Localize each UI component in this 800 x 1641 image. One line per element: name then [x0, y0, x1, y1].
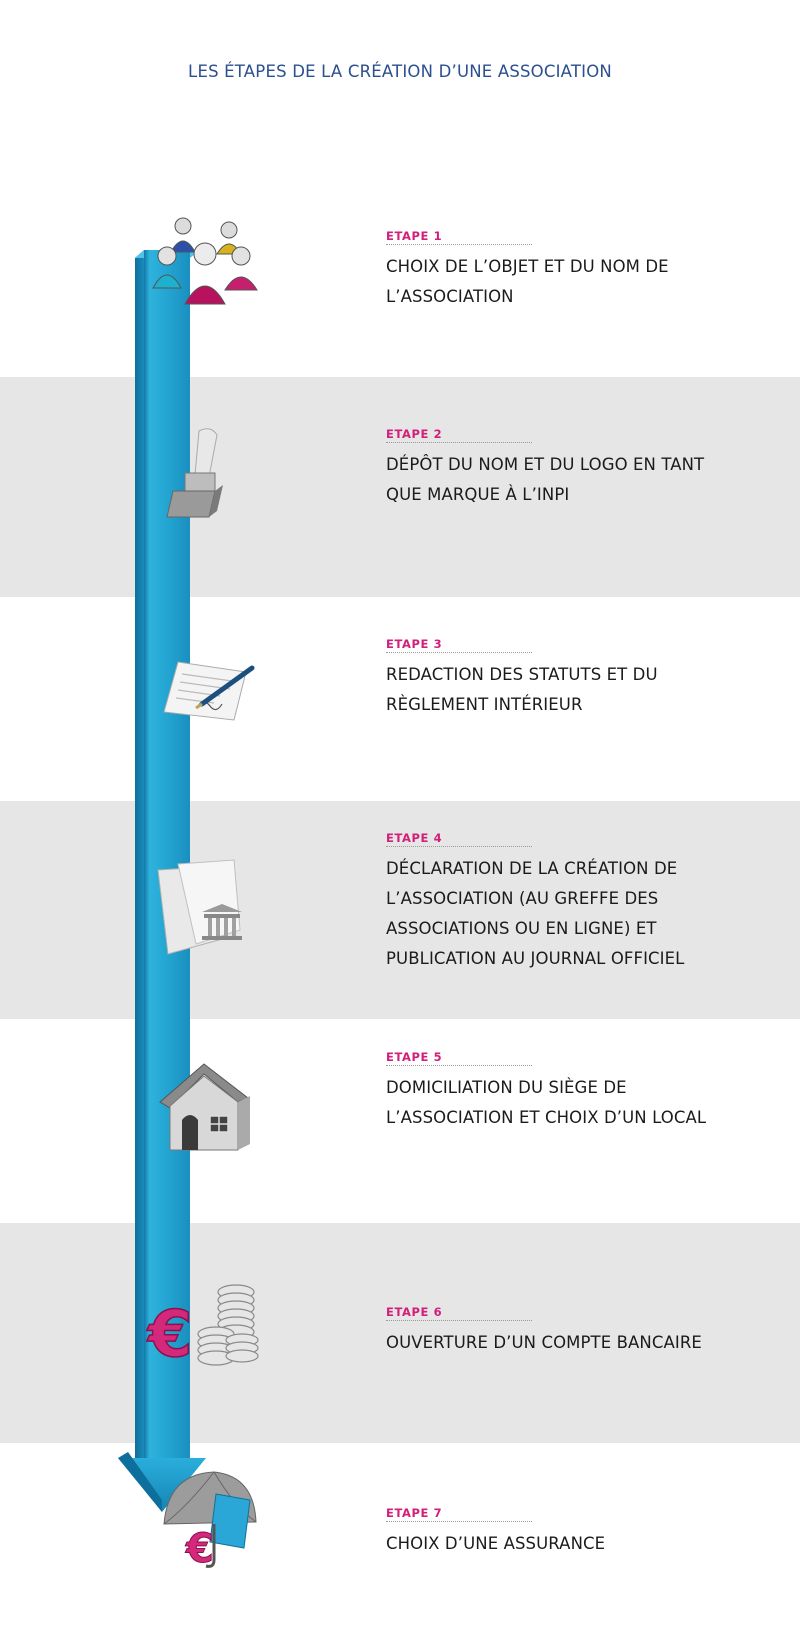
step-4	[386, 827, 726, 974]
step-text: CHOIX D’UNE ASSURANCE	[386, 1534, 606, 1553]
arrow-side	[135, 250, 144, 1466]
step-label: ETAPE 2	[386, 427, 532, 443]
step-label: ETAPE 1	[386, 229, 532, 245]
page-title: LES ÉTAPES DE LA CRÉATION D’UNE ASSOCIATION	[188, 62, 612, 81]
step-text: DOMICILIATION DU SIÈGE DE L’ASSOCIATION ET CHOIX D’UN LOCAL	[386, 1078, 707, 1127]
step-text: CHOIX DE L’OBJET ET DU NOM DE L’ASSOCIATION	[386, 257, 669, 306]
umbrella-euro-icon	[158, 1466, 262, 1570]
step-6	[386, 1301, 726, 1358]
step-label: ETAPE 5	[386, 1050, 532, 1066]
step-label: ETAPE 7	[386, 1506, 532, 1522]
step-label: ETAPE 6	[386, 1305, 532, 1321]
document-pen-icon	[158, 650, 258, 730]
step-3	[386, 633, 726, 720]
step-text: DÉCLARATION DE LA CRÉATION DE L’ASSOCIATION (AU GREFFE DES ASSOCIATIONS OU EN LIGNE) ET PUBLICATION AU JOURNAL OFFICIEL	[386, 859, 685, 968]
svg-text:€: €	[148, 1298, 193, 1372]
step-text: OUVERTURE D’UN COMPTE BANCAIRE	[386, 1333, 702, 1352]
step-1	[386, 225, 726, 312]
step-2	[386, 423, 726, 510]
step-label: ETAPE 3	[386, 637, 532, 653]
house-icon	[156, 1058, 256, 1158]
people-group-icon	[145, 212, 265, 318]
step-7	[386, 1502, 726, 1559]
step-text: DÉPÔT DU NOM ET DU LOGO EN TANT QUE MARQUE À L’INPI	[386, 455, 705, 504]
stamp-icon	[165, 425, 235, 525]
step-text: REDACTION DES STATUTS ET DU RÈGLEMENT INTÉRIEUR	[386, 665, 658, 714]
step-label: ETAPE 4	[386, 831, 532, 847]
step-5	[386, 1046, 726, 1133]
folder-bank-icon	[156, 858, 252, 958]
svg-text:€: €	[186, 1526, 214, 1570]
euro-coins-icon	[146, 1278, 266, 1378]
